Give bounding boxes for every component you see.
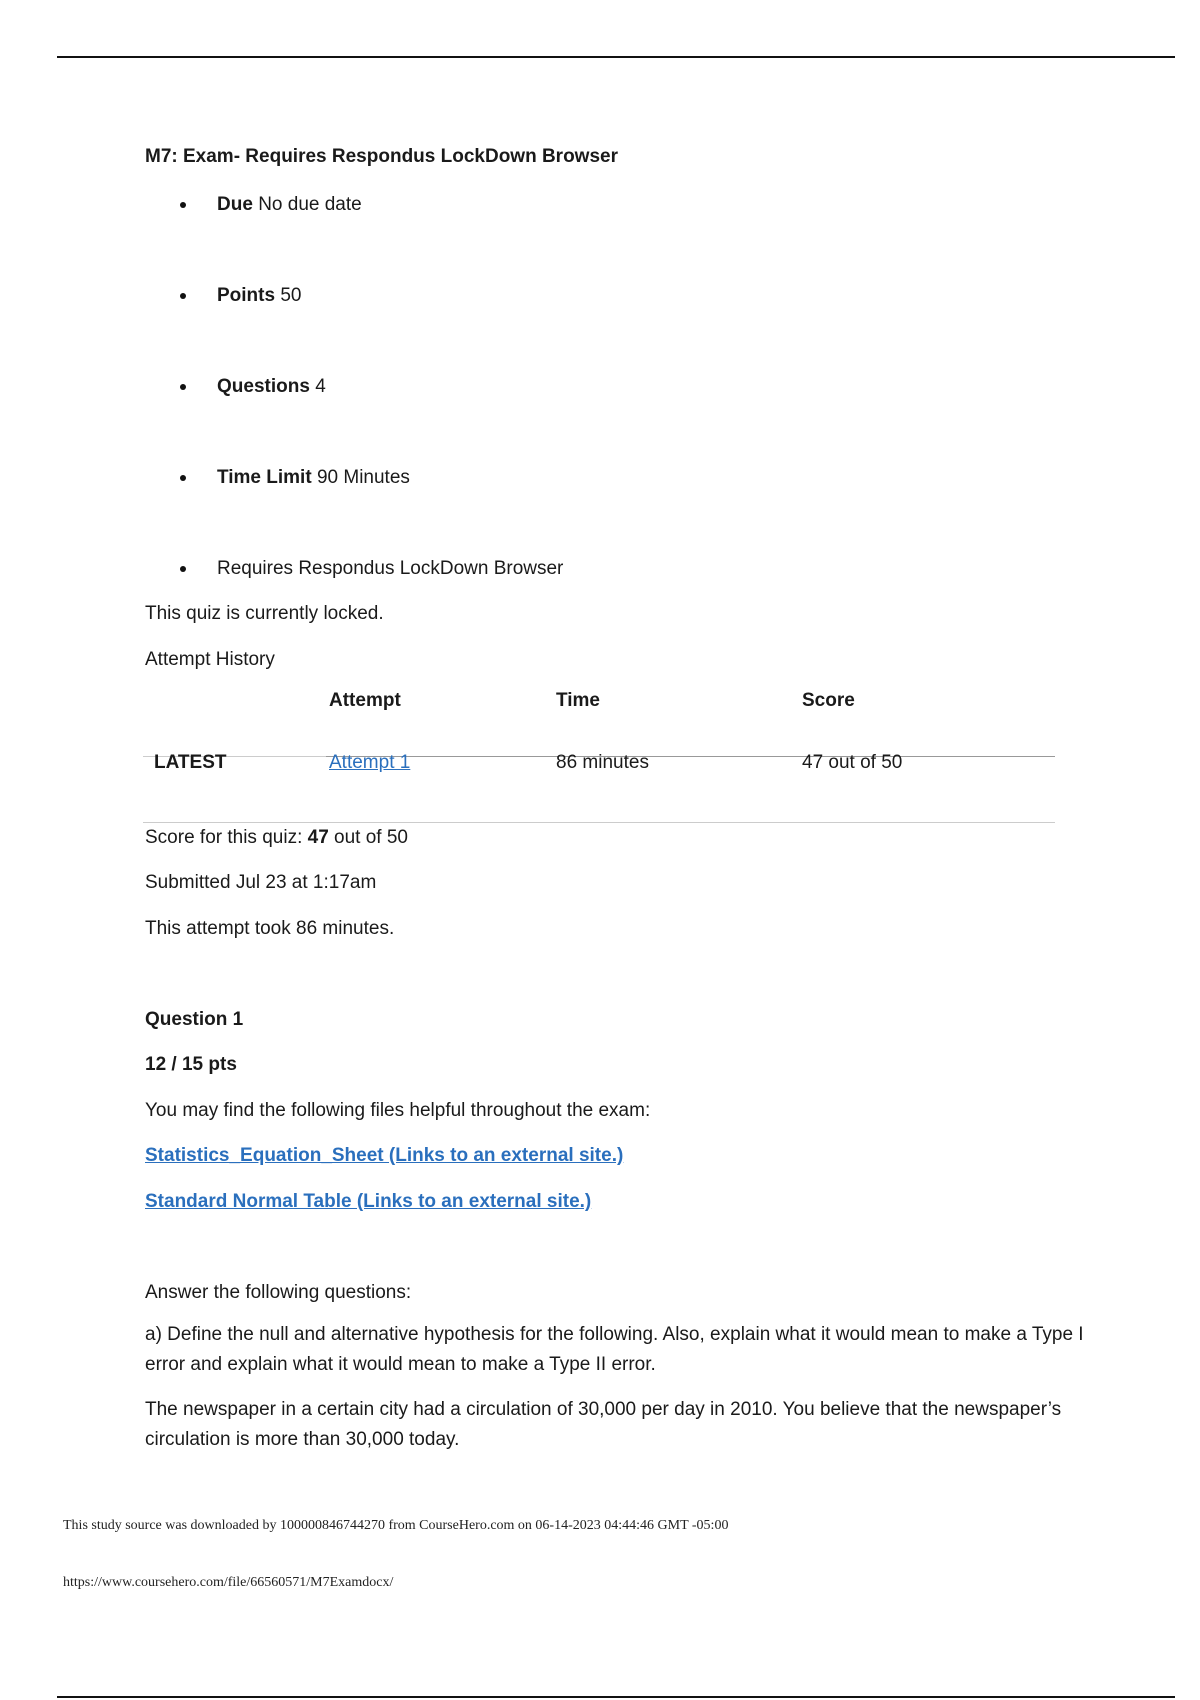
bullet-icon — [180, 566, 186, 572]
normal-table-link[interactable]: Standard Normal Table (Links to an external site.) — [145, 1191, 592, 1212]
submitted-time: Submitted Jul 23 at 1:17am — [145, 872, 377, 893]
table-header-score: Score — [802, 690, 855, 711]
detail-value: 50 — [280, 285, 302, 306]
source-url: https://www.coursehero.com/file/66560571/M7Examdocx/ — [63, 1575, 394, 1590]
score-prefix: Score for this quiz: — [145, 827, 308, 848]
bullet-icon — [180, 202, 186, 208]
attempt-score: 47 out of 50 — [802, 752, 903, 773]
bullet-icon — [180, 384, 186, 390]
attempt-duration: This attempt took 86 minutes. — [145, 918, 395, 939]
bottom-rule — [57, 1696, 1175, 1698]
bullet-icon — [180, 475, 186, 481]
question-intro: You may find the following files helpful throughout the exam: — [145, 1100, 651, 1121]
detail-value: 90 Minutes — [316, 467, 410, 488]
latest-tag: LATEST — [154, 752, 227, 773]
score-value: 47 — [307, 827, 329, 848]
attempt-time: 86 minutes — [556, 752, 649, 773]
quiz-title: M7: Exam- Requires Respondus LockDown Browser — [145, 146, 618, 167]
table-header-attempt: Attempt — [329, 690, 401, 711]
detail-label: Points — [217, 285, 276, 306]
question-points: 12 / 15 pts — [145, 1054, 237, 1075]
question-instruction: Answer the following questions: — [145, 1282, 412, 1303]
score-suffix: out of 50 — [328, 827, 408, 848]
equation-sheet-link[interactable]: Statistics_Equation_Sheet (Links to an external site.) — [145, 1145, 624, 1166]
attempt-history-label: Attempt History — [145, 649, 275, 670]
table-header-time: Time — [556, 690, 601, 711]
download-notice: This study source was downloaded by 100000846744270 from CourseHero.com on 06-14-2023 04:44:46 GMT -05:00 — [63, 1518, 729, 1533]
question-part-a: a) Define the null and alternative hypothesis for the following. Also, explain what it would mean to make a Type I error and explain what it would mean to make a Type II error. — [145, 1324, 1084, 1375]
detail-value: No due date — [258, 194, 362, 215]
question-scenario: The newspaper in a certain city had a circulation of 30,000 per day in 2010. You believe that the newspaper’s circulation is more than 30,000 today. — [145, 1399, 1062, 1450]
detail-label: Time Limit — [217, 467, 312, 488]
quiz-score — [145, 827, 408, 849]
top-rule — [57, 56, 1175, 58]
detail-label: Questions — [217, 376, 310, 397]
detail-value: Requires Respondus LockDown Browser — [217, 558, 564, 579]
bullet-icon — [180, 293, 186, 299]
locked-notice: This quiz is currently locked. — [145, 603, 384, 624]
question-title: Question 1 — [145, 1009, 244, 1030]
detail-value: 4 — [315, 376, 326, 397]
detail-label: Due — [217, 194, 253, 215]
table-divider — [143, 822, 1055, 823]
table-divider — [326, 756, 1055, 757]
attempt-1-link[interactable]: Attempt 1 — [329, 752, 411, 773]
